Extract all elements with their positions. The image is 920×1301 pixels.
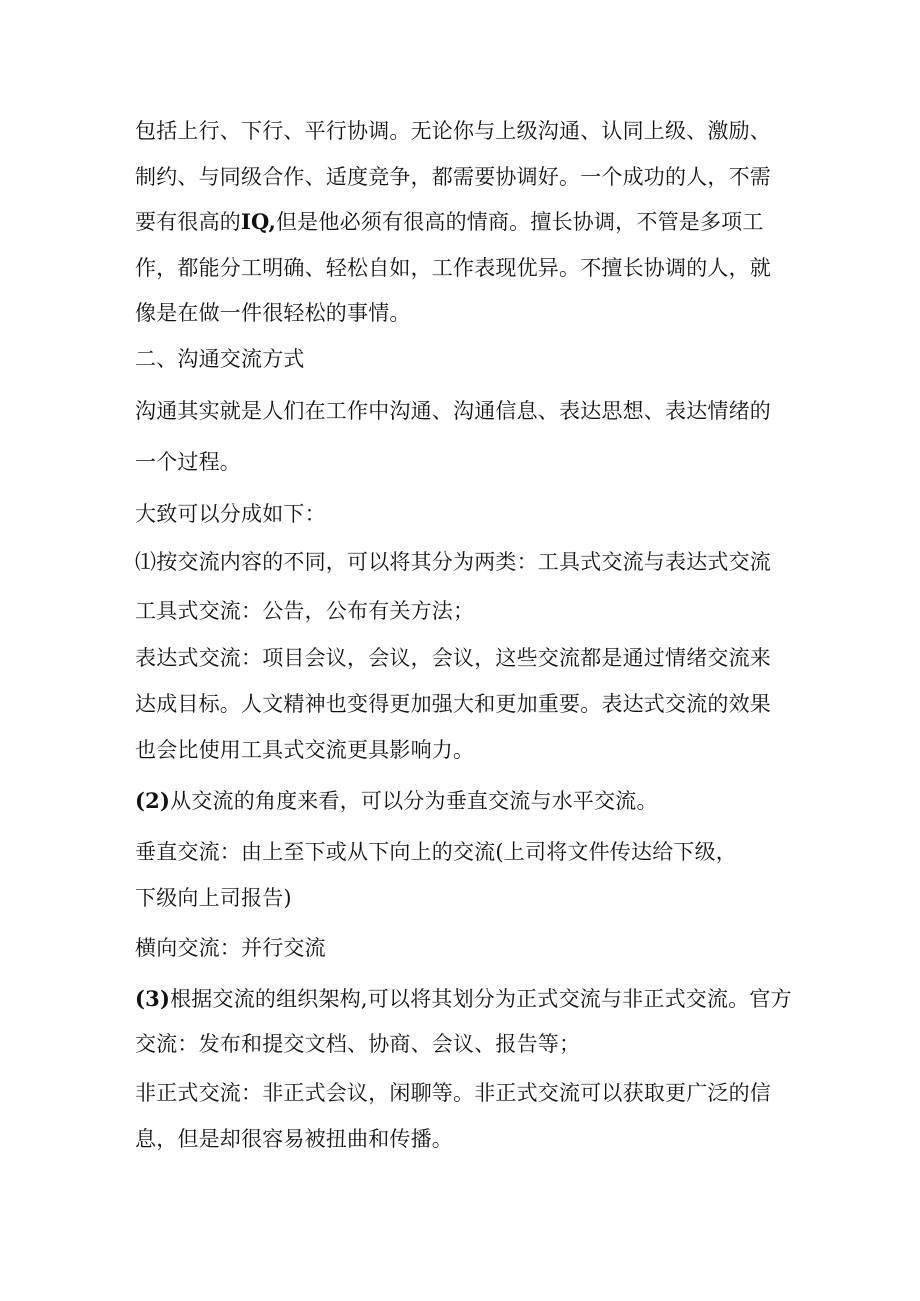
paragraph-line: 也会比使用工具式交流更具影响力。 xyxy=(135,738,475,762)
list-item-title xyxy=(135,784,795,818)
paragraph-line: 像是在做一件很轻松的事情。 xyxy=(135,301,411,325)
paragraph-line: 工具式交流：公告，公布有关方法； xyxy=(135,599,475,623)
paragraph-line: 交流：发布和提交文档、协商、会议、报告等； xyxy=(135,1032,581,1056)
text-segment: 从交流的角度来看，可以分为垂直交流与水平交流。 xyxy=(170,789,658,813)
paragraph-line: 大致可以分成如下： xyxy=(135,502,326,526)
paragraph-line: 息，但是却很容易被扭曲和传播。 xyxy=(135,1127,453,1151)
bold-term-iq: IQ, xyxy=(241,209,276,234)
paragraph-line: 作，都能分工明确、轻松自如，工作表现优异。不擅长协调的人，就 xyxy=(135,256,771,280)
list-item-title xyxy=(135,982,795,1016)
paragraph-line: 制约、与同级合作、适度竞争，都需要协调好。一个成功的人，不需 xyxy=(135,165,771,189)
paragraph-line: 沟通其实就是人们在工作中沟通、沟通信息、表达思想、表达情绪的 xyxy=(135,399,771,423)
paragraph-line: 一个过程。 xyxy=(135,450,241,474)
paragraph-line: 横向交流：并行交流 xyxy=(135,936,326,960)
paragraph-line: 垂直交流：由上至下或从下向上的交流(上司将文件传达给下级， xyxy=(135,840,737,864)
paragraph-line: 达成目标。人文精神也变得更加强大和更加重要。表达式交流的效果 xyxy=(135,692,771,716)
list-number: (2) xyxy=(135,788,171,813)
paragraph-line: 非正式交流：非正式会议，闲聊等。非正式交流可以获取更广泛的信 xyxy=(135,1081,771,1105)
list-item-title: ⑴按交流内容的不同，可以将其分为两类：工具式交流与表达式交流 xyxy=(135,550,771,574)
paragraph-line: 表达式交流：项目会议，会议，会议，这些交流都是通过情绪交流来 xyxy=(135,646,771,670)
text-segment: 要有很高的 xyxy=(135,210,241,234)
list-number: (3) xyxy=(135,986,171,1011)
paragraph-line: 下级向上司报告) xyxy=(135,886,292,910)
section-heading: 二、沟通交流方式 xyxy=(135,347,305,371)
paragraph-line xyxy=(135,205,795,239)
text-segment: 但是他必须有很高的情商。擅长协调，不管是多项工 xyxy=(275,210,764,234)
text-segment: 根据交流的组织架构,可以将其划分为正式交流与非正式交流。官方 xyxy=(170,987,792,1011)
paragraph-line: 包括上行、下行、平行协调。无论你与上级沟通、认同上级、激励、 xyxy=(135,119,771,143)
